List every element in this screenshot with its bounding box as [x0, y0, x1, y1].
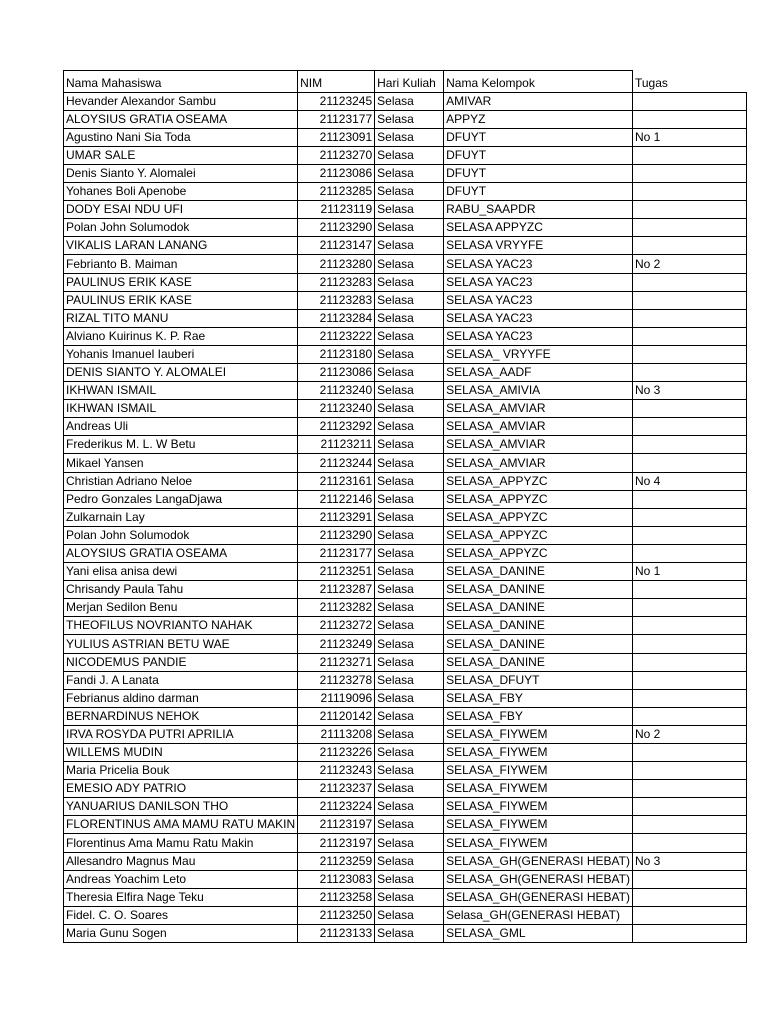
cell-tugas[interactable]	[632, 92, 746, 110]
cell-nim[interactable]: 21123249	[298, 635, 375, 653]
cell-nim[interactable]: 21123285	[298, 183, 375, 201]
table-row	[64, 418, 747, 436]
cell-nim[interactable]: 21123240	[298, 382, 375, 400]
cell-hari[interactable]: Selasa	[375, 237, 444, 255]
cell-nama[interactable]: BERNARDINUS NEHOK	[64, 707, 298, 725]
cell-nama[interactable]: Mikael Yansen	[64, 454, 298, 472]
cell-hari[interactable]: Selasa	[375, 508, 444, 526]
cell-kelompok[interactable]: DFUYT	[444, 128, 633, 146]
cell-kelompok[interactable]: SELASA YAC23	[444, 273, 633, 291]
cell-tugas[interactable]: No 2	[632, 725, 746, 743]
cell-nim[interactable]: 21123243	[298, 762, 375, 780]
cell-tugas[interactable]	[632, 400, 746, 418]
cell-hari[interactable]: Selasa	[375, 92, 444, 110]
cell-kelompok[interactable]: SELASA_APPYZC	[444, 508, 633, 526]
cell-nim[interactable]: 21123222	[298, 327, 375, 345]
cell-nama[interactable]: IKHWAN ISMAIL	[64, 382, 298, 400]
cell-nama[interactable]: YULIUS ASTRIAN BETU WAE	[64, 635, 298, 653]
table-row	[64, 309, 747, 327]
cell-nama[interactable]: Denis Sianto Y. Alomalei	[64, 164, 298, 182]
table-row	[64, 725, 747, 743]
cell-nama[interactable]: NICODEMUS PANDIE	[64, 653, 298, 671]
student-table	[63, 70, 747, 943]
cell-nim[interactable]: 21123282	[298, 599, 375, 617]
cell-hari[interactable]: Selasa	[375, 870, 444, 888]
cell-nim[interactable]: 21123177	[298, 544, 375, 562]
cell-tugas[interactable]	[632, 617, 746, 635]
cell-nim[interactable]: 21123291	[298, 508, 375, 526]
cell-tugas[interactable]	[632, 237, 746, 255]
table-row	[64, 128, 747, 146]
cell-kelompok[interactable]: SELASA_AMIVIA	[444, 382, 633, 400]
cell-hari[interactable]: Selasa	[375, 635, 444, 653]
cell-nim[interactable]: 21123211	[298, 436, 375, 454]
cell-nama[interactable]: Yani elisa anisa dewi	[64, 563, 298, 581]
cell-nim[interactable]: 21123290	[298, 219, 375, 237]
table-row	[64, 780, 747, 798]
cell-nama[interactable]: Frederikus M. L. W Betu	[64, 436, 298, 454]
table-row	[64, 164, 747, 182]
cell-hari[interactable]: Selasa	[375, 201, 444, 219]
cell-nim[interactable]: 21122146	[298, 490, 375, 508]
table-row	[64, 400, 747, 418]
cell-tugas[interactable]: No 1	[632, 563, 746, 581]
cell-nim[interactable]: 21123290	[298, 526, 375, 544]
header-row	[64, 71, 747, 93]
cell-nim[interactable]: 21123197	[298, 816, 375, 834]
cell-kelompok[interactable]: RABU_SAAPDR	[444, 201, 633, 219]
cell-tugas[interactable]: No 2	[632, 255, 746, 273]
cell-kelompok[interactable]: SELASA_GH(GENERASI HEBAT)	[444, 870, 633, 888]
cell-hari[interactable]: Selasa	[375, 707, 444, 725]
cell-nim[interactable]: 21123197	[298, 834, 375, 852]
cell-tugas[interactable]	[632, 219, 746, 237]
header-hari[interactable]: Hari Kuliah	[375, 71, 444, 93]
cell-tugas[interactable]	[632, 780, 746, 798]
table-row	[64, 490, 747, 508]
cell-hari[interactable]: Selasa	[375, 273, 444, 291]
cell-kelompok[interactable]: SELASA_APPYZC	[444, 526, 633, 544]
cell-tugas[interactable]	[632, 273, 746, 291]
cell-nama[interactable]: Maria Pricelia Bouk	[64, 762, 298, 780]
cell-hari[interactable]: Selasa	[375, 906, 444, 924]
cell-nama[interactable]: Chrisandy Paula Tahu	[64, 581, 298, 599]
cell-kelompok[interactable]: SELASA_DANINE	[444, 563, 633, 581]
cell-nama[interactable]: RIZAL TITO MANU	[64, 309, 298, 327]
cell-tugas[interactable]	[632, 490, 746, 508]
cell-hari[interactable]: Selasa	[375, 762, 444, 780]
table-row	[64, 291, 747, 309]
table-row	[64, 762, 747, 780]
cell-nim[interactable]: 21123270	[298, 146, 375, 164]
cell-nama[interactable]: IKHWAN ISMAIL	[64, 400, 298, 418]
cell-hari[interactable]: Selasa	[375, 671, 444, 689]
cell-hari[interactable]: Selasa	[375, 852, 444, 870]
table-row	[64, 852, 747, 870]
cell-nama[interactable]: Andreas Uli	[64, 418, 298, 436]
cell-hari[interactable]: Selasa	[375, 418, 444, 436]
cell-tugas[interactable]: No 4	[632, 472, 746, 490]
cell-kelompok[interactable]: SELASA_FIYWEM	[444, 725, 633, 743]
table-row	[64, 743, 747, 761]
table-row	[64, 617, 747, 635]
cell-nim[interactable]: 21123237	[298, 780, 375, 798]
cell-hari[interactable]: Selasa	[375, 490, 444, 508]
cell-nim[interactable]: 21113208	[298, 725, 375, 743]
cell-hari[interactable]: Selasa	[375, 183, 444, 201]
cell-nama[interactable]: EMESIO ADY PATRIO	[64, 780, 298, 798]
cell-nim[interactable]: 21123180	[298, 345, 375, 363]
cell-nim[interactable]: 21123250	[298, 906, 375, 924]
cell-tugas[interactable]	[632, 924, 746, 942]
cell-tugas[interactable]	[632, 418, 746, 436]
cell-nama[interactable]: DENIS SIANTO Y. ALOMALEI	[64, 364, 298, 382]
cell-hari[interactable]: Selasa	[375, 345, 444, 363]
table-row	[64, 146, 747, 164]
table-row	[64, 364, 747, 382]
cell-hari[interactable]: Selasa	[375, 219, 444, 237]
cell-kelompok[interactable]: DFUYT	[444, 164, 633, 182]
cell-tugas[interactable]	[632, 707, 746, 725]
cell-kelompok[interactable]: SELASA_DANINE	[444, 581, 633, 599]
cell-tugas[interactable]	[632, 201, 746, 219]
cell-kelompok[interactable]: AMIVAR	[444, 92, 633, 110]
header-kelompok[interactable]: Nama Kelompok	[444, 71, 633, 93]
cell-hari[interactable]: Selasa	[375, 798, 444, 816]
cell-tugas[interactable]	[632, 743, 746, 761]
cell-kelompok[interactable]: SELASA_APPYZC	[444, 544, 633, 562]
table-row	[64, 653, 747, 671]
table-row	[64, 110, 747, 128]
cell-nama[interactable]: WILLEMS MUDIN	[64, 743, 298, 761]
cell-nim[interactable]: 21123283	[298, 273, 375, 291]
cell-kelompok[interactable]: SELASA_DANINE	[444, 635, 633, 653]
cell-nim[interactable]: 21123224	[298, 798, 375, 816]
cell-hari[interactable]: Selasa	[375, 617, 444, 635]
cell-tugas[interactable]	[632, 146, 746, 164]
table-row	[64, 201, 747, 219]
table-row	[64, 563, 747, 581]
cell-nama[interactable]: Florentinus Ama Mamu Ratu Makin	[64, 834, 298, 852]
cell-nama[interactable]: PAULINUS ERIK KASE	[64, 273, 298, 291]
cell-nama[interactable]: Pedro Gonzales LangaDjawa	[64, 490, 298, 508]
cell-kelompok[interactable]: SELASA YAC23	[444, 255, 633, 273]
cell-nim[interactable]: 21123287	[298, 581, 375, 599]
cell-kelompok[interactable]: SELASA_GML	[444, 924, 633, 942]
cell-tugas[interactable]	[632, 327, 746, 345]
cell-hari[interactable]: Selasa	[375, 364, 444, 382]
cell-nama[interactable]: THEOFILUS NOVRIANTO NAHAK	[64, 617, 298, 635]
cell-tugas[interactable]: No 3	[632, 382, 746, 400]
table-row	[64, 327, 747, 345]
table-row	[64, 924, 747, 942]
cell-tugas[interactable]	[632, 599, 746, 617]
cell-kelompok[interactable]: SELASA_ VRYYFE	[444, 345, 633, 363]
cell-nama[interactable]: Merjan Sedilon Benu	[64, 599, 298, 617]
cell-hari[interactable]: Selasa	[375, 563, 444, 581]
cell-nim[interactable]: 21123091	[298, 128, 375, 146]
cell-nim[interactable]: 21123284	[298, 309, 375, 327]
cell-hari[interactable]: Selasa	[375, 653, 444, 671]
cell-tugas[interactable]	[632, 816, 746, 834]
table-row	[64, 581, 747, 599]
cell-nim[interactable]: 21123272	[298, 617, 375, 635]
cell-kelompok[interactable]: SELASA_FBY	[444, 689, 633, 707]
cell-nim[interactable]: 21123133	[298, 924, 375, 942]
table-row	[64, 345, 747, 363]
cell-kelompok[interactable]: SELASA VRYYFE	[444, 237, 633, 255]
cell-nama[interactable]: Agustino Nani Sia Toda	[64, 128, 298, 146]
cell-nama[interactable]: Maria Gunu Sogen	[64, 924, 298, 942]
cell-hari[interactable]: Selasa	[375, 816, 444, 834]
cell-hari[interactable]: Selasa	[375, 128, 444, 146]
table-row	[64, 798, 747, 816]
cell-hari[interactable]: Selasa	[375, 110, 444, 128]
cell-nim[interactable]: 21123086	[298, 164, 375, 182]
cell-tugas[interactable]	[632, 345, 746, 363]
cell-nim[interactable]: 21123083	[298, 870, 375, 888]
cell-tugas[interactable]	[632, 110, 746, 128]
cell-kelompok[interactable]: SELASA_APPYZC	[444, 472, 633, 490]
table-row	[64, 436, 747, 454]
table-row	[64, 707, 747, 725]
cell-hari[interactable]: Selasa	[375, 255, 444, 273]
cell-tugas[interactable]	[632, 689, 746, 707]
cell-hari[interactable]: Selasa	[375, 780, 444, 798]
cell-hari[interactable]: Selasa	[375, 400, 444, 418]
header-nim[interactable]: NIM	[298, 71, 375, 93]
cell-hari[interactable]: Selasa	[375, 146, 444, 164]
table-row	[64, 183, 747, 201]
table-row	[64, 888, 747, 906]
cell-kelompok[interactable]: SELASA_FIYWEM	[444, 780, 633, 798]
table-row	[64, 92, 747, 110]
cell-tugas[interactable]	[632, 526, 746, 544]
cell-kelompok[interactable]: SELASA_DANINE	[444, 653, 633, 671]
cell-tugas[interactable]	[632, 291, 746, 309]
cell-nim[interactable]: 21123119	[298, 201, 375, 219]
cell-tugas[interactable]	[632, 508, 746, 526]
cell-nama[interactable]: Alviano Kuirinus K. P. Rae	[64, 327, 298, 345]
table-row	[64, 219, 747, 237]
cell-hari[interactable]: Selasa	[375, 924, 444, 942]
cell-kelompok[interactable]: SELASA_AMVIAR	[444, 400, 633, 418]
cell-kelompok[interactable]: Selasa_GH(GENERASI HEBAT)	[444, 906, 633, 924]
cell-nim[interactable]: 21123271	[298, 653, 375, 671]
cell-nama[interactable]: Christian Adriano Neloe	[64, 472, 298, 490]
cell-hari[interactable]: Selasa	[375, 382, 444, 400]
cell-tugas[interactable]	[632, 309, 746, 327]
cell-kelompok[interactable]: SELASA_DFUYT	[444, 671, 633, 689]
table-row	[64, 526, 747, 544]
cell-kelompok[interactable]: DFUYT	[444, 146, 633, 164]
cell-hari[interactable]: Selasa	[375, 472, 444, 490]
cell-tugas[interactable]	[632, 635, 746, 653]
table-row	[64, 472, 747, 490]
cell-kelompok[interactable]: SELASA_FBY	[444, 707, 633, 725]
cell-nama[interactable]: VIKALIS LARAN LANANG	[64, 237, 298, 255]
cell-hari[interactable]: Selasa	[375, 689, 444, 707]
table-row	[64, 237, 747, 255]
cell-hari[interactable]: Selasa	[375, 454, 444, 472]
cell-kelompok[interactable]: SELASA_FIYWEM	[444, 798, 633, 816]
table-row	[64, 273, 747, 291]
cell-hari[interactable]: Selasa	[375, 436, 444, 454]
cell-hari[interactable]: Selasa	[375, 888, 444, 906]
cell-hari[interactable]: Selasa	[375, 291, 444, 309]
cell-nim[interactable]: 21123226	[298, 743, 375, 761]
cell-kelompok[interactable]: SELASA_FIYWEM	[444, 816, 633, 834]
cell-nama[interactable]: Febrianto B. Maiman	[64, 255, 298, 273]
cell-hari[interactable]: Selasa	[375, 834, 444, 852]
cell-hari[interactable]: Selasa	[375, 743, 444, 761]
cell-kelompok[interactable]: SELASA_AMVIAR	[444, 418, 633, 436]
cell-tugas[interactable]	[632, 870, 746, 888]
cell-nim[interactable]: 21123244	[298, 454, 375, 472]
cell-nama[interactable]: Fandi J. A Lanata	[64, 671, 298, 689]
cell-kelompok[interactable]: SELASA_FIYWEM	[444, 762, 633, 780]
cell-nim[interactable]: 21120142	[298, 707, 375, 725]
cell-tugas[interactable]	[632, 364, 746, 382]
cell-nim[interactable]: 21123147	[298, 237, 375, 255]
cell-nim[interactable]: 21123251	[298, 563, 375, 581]
table-row	[64, 816, 747, 834]
cell-tugas[interactable]	[632, 581, 746, 599]
cell-nama[interactable]: Yohanes Boli Apenobe	[64, 183, 298, 201]
cell-hari[interactable]: Selasa	[375, 309, 444, 327]
cell-nim[interactable]: 21123258	[298, 888, 375, 906]
cell-nama[interactable]: Theresia Elfira Nage Teku	[64, 888, 298, 906]
table-row	[64, 635, 747, 653]
cell-nama[interactable]: ALOYSIUS GRATIA OSEAMA	[64, 110, 298, 128]
cell-nama[interactable]: Allesandro Magnus Mau	[64, 852, 298, 870]
table-row	[64, 544, 747, 562]
cell-hari[interactable]: Selasa	[375, 725, 444, 743]
cell-nama[interactable]: Hevander Alexandor Sambu	[64, 92, 298, 110]
cell-kelompok[interactable]: SELASA_AMVIAR	[444, 454, 633, 472]
cell-tugas[interactable]	[632, 653, 746, 671]
table-row	[64, 382, 747, 400]
cell-nim[interactable]: 21123259	[298, 852, 375, 870]
cell-tugas[interactable]	[632, 888, 746, 906]
cell-kelompok[interactable]: SELASA YAC23	[444, 291, 633, 309]
cell-tugas[interactable]	[632, 183, 746, 201]
table-row	[64, 671, 747, 689]
table-row	[64, 689, 747, 707]
cell-tugas[interactable]	[632, 671, 746, 689]
cell-nim[interactable]: 21123240	[298, 400, 375, 418]
cell-nim[interactable]: 21123177	[298, 110, 375, 128]
cell-nim[interactable]: 21123086	[298, 364, 375, 382]
cell-kelompok[interactable]: SELASA_GH(GENERASI HEBAT)	[444, 888, 633, 906]
cell-hari[interactable]: Selasa	[375, 581, 444, 599]
table-row	[64, 599, 747, 617]
cell-kelompok[interactable]: SELASA_DANINE	[444, 617, 633, 635]
cell-hari[interactable]: Selasa	[375, 599, 444, 617]
cell-nama[interactable]: Fidel. C. O. Soares	[64, 906, 298, 924]
cell-kelompok[interactable]: SELASA_AMVIAR	[444, 436, 633, 454]
cell-kelompok[interactable]: SELASA_FIYWEM	[444, 834, 633, 852]
cell-nama[interactable]: YANUARIUS DANILSON THO	[64, 798, 298, 816]
table-row	[64, 508, 747, 526]
cell-tugas[interactable]	[632, 762, 746, 780]
cell-nim[interactable]: 21123283	[298, 291, 375, 309]
header-nama[interactable]: Nama Mahasiswa	[64, 71, 298, 93]
header-tugas[interactable]: Tugas	[634, 75, 668, 90]
cell-nama[interactable]: Yohanis Imanuel Iauberi	[64, 345, 298, 363]
table-body	[64, 92, 747, 942]
cell-nim[interactable]: 21123161	[298, 472, 375, 490]
cell-nama[interactable]: FLORENTINUS AMA MAMU RATU MAKIN	[64, 816, 298, 834]
cell-nama[interactable]: UMAR SALE	[64, 146, 298, 164]
cell-nama[interactable]: Febrianus aldino darman	[64, 689, 298, 707]
cell-tugas[interactable]	[632, 798, 746, 816]
cell-nim[interactable]: 21119096	[298, 689, 375, 707]
cell-nim[interactable]: 21123292	[298, 418, 375, 436]
cell-kelompok[interactable]: SELASA_APPYZC	[444, 490, 633, 508]
cell-nama[interactable]: DODY ESAI NDU UFI	[64, 201, 298, 219]
cell-kelompok[interactable]: SELASA YAC23	[444, 327, 633, 345]
cell-hari[interactable]: Selasa	[375, 327, 444, 345]
cell-hari[interactable]: Selasa	[375, 526, 444, 544]
cell-tugas[interactable]	[632, 454, 746, 472]
cell-hari[interactable]: Selasa	[375, 164, 444, 182]
cell-nama[interactable]: Andreas Yoachim Leto	[64, 870, 298, 888]
cell-nama[interactable]: PAULINUS ERIK KASE	[64, 291, 298, 309]
cell-kelompok[interactable]: DFUYT	[444, 183, 633, 201]
table-row	[64, 255, 747, 273]
cell-tugas[interactable]	[632, 906, 746, 924]
cell-tugas[interactable]: No 3	[632, 852, 746, 870]
cell-tugas[interactable]	[632, 164, 746, 182]
table-row	[64, 870, 747, 888]
cell-hari[interactable]: Selasa	[375, 544, 444, 562]
cell-tugas[interactable]: No 1	[632, 128, 746, 146]
cell-kelompok[interactable]: SELASA_GH(GENERASI HEBAT)	[444, 852, 633, 870]
cell-nim[interactable]: 21123280	[298, 255, 375, 273]
cell-kelompok[interactable]: SELASA_DANINE	[444, 599, 633, 617]
table-row	[64, 906, 747, 924]
cell-kelompok[interactable]: SELASA YAC23	[444, 309, 633, 327]
cell-kelompok[interactable]: SELASA APPYZC	[444, 219, 633, 237]
cell-nim[interactable]: 21123278	[298, 671, 375, 689]
cell-nama[interactable]: IRVA ROSYDA PUTRI APRILIA	[64, 725, 298, 743]
cell-nama[interactable]: Polan John Solumodok	[64, 526, 298, 544]
cell-nama[interactable]: Polan John Solumodok	[64, 219, 298, 237]
cell-nim[interactable]: 21123245	[298, 92, 375, 110]
table-row	[64, 454, 747, 472]
cell-kelompok[interactable]: SELASA_FIYWEM	[444, 743, 633, 761]
cell-tugas[interactable]	[632, 436, 746, 454]
cell-tugas[interactable]	[632, 834, 746, 852]
cell-nama[interactable]: Zulkarnain Lay	[64, 508, 298, 526]
cell-kelompok[interactable]: APPYZ	[444, 110, 633, 128]
cell-tugas[interactable]	[632, 544, 746, 562]
cell-kelompok[interactable]: SELASA_AADF	[444, 364, 633, 382]
table-row	[64, 834, 747, 852]
cell-nama[interactable]: ALOYSIUS GRATIA OSEAMA	[64, 544, 298, 562]
